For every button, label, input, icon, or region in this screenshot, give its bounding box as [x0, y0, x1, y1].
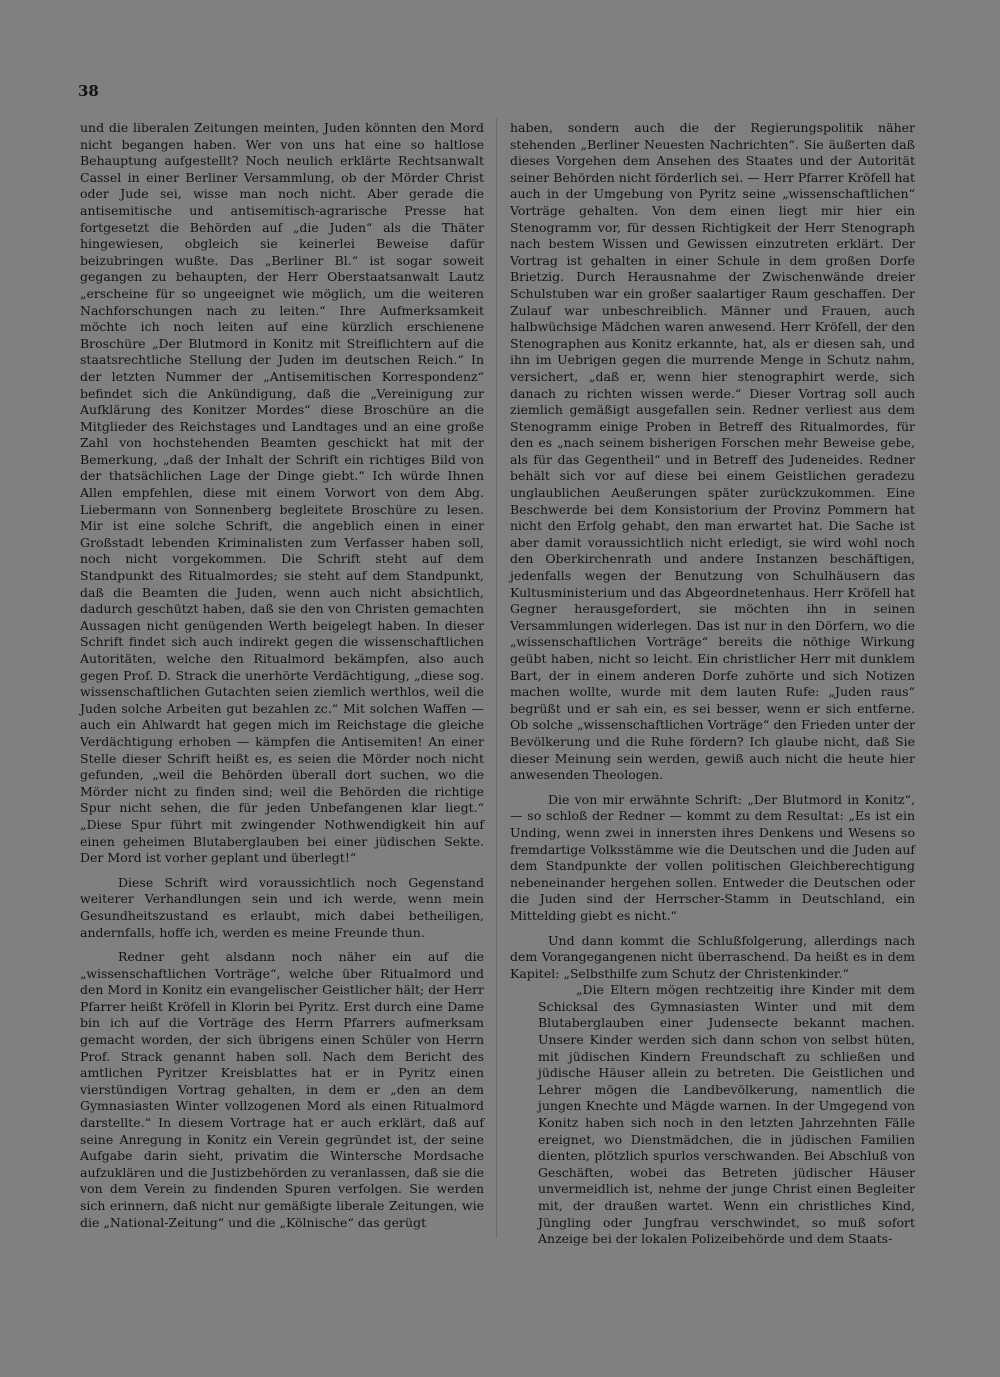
left-paragraph-2: Diese Schrift wird voraussichtlich noch Gegenstand weiterer Verhandlungen sein und ich werde, wenn mein Gesundheitszustand es erlaubt, mich dabei betheiligen, andernfalls, hoffe ich, werden es meine Freunde thun.	[80, 874, 484, 940]
block-quote	[538, 982, 915, 1248]
right-paragraph-2: Die von mir erwähnte Schrift: „Der Blutmord in Konitz“, — so schloß der Redner — kommt zu dem Resultat: „Es ist ein Unding, wenn zwei in innersten ihres Denkens und Wesens so fremdartige Volksstämme wie die Deutschen und die Juden auf dem Standpunkte der vollen politischen Gleichberechtigung nebeneinander hergehen sollen. Entweder die Deutschen oder die Juden sind der Herrscher-Stamm in Deutschland, ein Mittelding giebt es nicht.“	[510, 791, 915, 923]
right-paragraph-1: haben, sondern auch die der Regierungspolitik näher stehenden „Berliner Neuesten Nachrichten“. Sie äußerten daß dieses Vorgehen dem Ansehen des Staates und der Autorität seiner Behörden nicht förderlich sei. — Herr Pfarrer Kröfell hat auch in der Umgebung von Pyritz seine „wissenschaftlichen“ Vorträge gehalten. Von dem einen liegt mir hier ein Stenogramm vor, für dessen Richtigkeit der Herr Stenograph nach bestem Wissen und Gewissen einzutreten erklärt. Der Vortrag ist gehalten in einer Schule in dem großen Dorfe Brietzig. Durch Herausnahme der Zwischenwände dreier Schulstuben war ein großer saalartiger Raum geschaffen. Der Zulauf war unbeschreiblich. Männer und Frauen, auch halbwüchsige Mädchen waren anwesend. Herr Kröfell, der den Stenographen aus Konitz erkannte, hat, als er diesen sah, und ihn im Uebrigen gegen die murrende Menge in Schutz nahm, versichert, „daß er, wenn hier stenographirt werde, sich danach zu richten wissen werde.“ Dieser Vortrag soll auch ziemlich gemäßigt ausgefallen sein. Redner verliest aus dem Stenogramm einige Proben in Betreff des Ritualmordes, für den es „nach seinem bisherigen Forschen mehr Beweise gebe, als für das Gegentheil“ und in Betreff des Judeneides. Redner behält sich vor auf diese bei einem Geistlichen geradezu unglaublichen Aeußerungen später zurückzukommen. Eine Beschwerde bei dem Konsistorium der Provinz Pommern hat nicht den Erfolg gehabt, den man erwartet hat. Die Sache ist aber damit voraussichtlich nicht erledigt, sie wird wohl noch den Oberkirchenrath und andere Instanzen beschäftigen, jedenfalls wegen der Benutzung von Schulhäusern das Kultusministerium und das Abgeordnetenhaus. Herr Kröfell hat Gegner herausgefordert, sie möchten ihn in seinen Versammlungen widerlegen. Das ist nur in den Dörfern, wo die „wissenschaftlichen Vorträge“ bereits die nöthige Wirkung geübt haben, nicht so leicht. Ein christlicher Herr mit dunklem Bart, der in einem anderen Dorfe zuhörte und sich Notizen machen wollte, wurde mit dem lauten Rufe: „Juden raus“ begrüßt und er sah ein, es sei besser, wenn er sich entferne. Ob solche „wissenschaftlichen Vorträge“ den Frieden unter der Bevölkerung und die Ruhe fördern? Ich glaube nicht, daß Sie dieser Meinung sein werden, gewiß auch nicht die heute hier anwesenden Theologen.	[510, 120, 915, 783]
page-number: 38	[78, 82, 99, 100]
left-paragraph-1: und die liberalen Zeitungen meinten, Juden könnten den Mord nicht begangen haben. Wer von uns hat eine so haltlose Behauptung aufgestellt? Noch neulich erklärte Rechtsanwalt Cassel in einer Berliner Versammlung, ob der Mörder Christ oder Jude sei, wisse man noch nicht. Aber gerade die antisemitische und antisemitisch-agrarische Presse hat fortgesetzt die Behörden auf „die Juden“ als die Thäter hingewiesen, obgleich sie keinerlei Beweise dafür beizubringen wußte. Das „Berliner Bl.“ ist sogar soweit gegangen zu behaupten, der Herr Oberstaatsanwalt Lautz „erscheine für so ungeeignet wie möglich, um die weiteren Nachforschungen nach zu leiten.“ Ihre Aufmerksamkeit möchte ich noch leiten auf eine kürzlich erschienene Broschüre „Der Blutmord in Konitz mit Streiflichtern auf die staatsrechtliche Stellung der Juden im deutschen Reich.“ In der letzten Nummer der „Antisemitischen Korrespondenz“ befindet sich die Ankündigung, daß die „Vereinigung zur Aufklärung des Konitzer Mordes“ diese Broschüre an die Mitglieder des Reichstages und Landtages und an eine große Zahl von hochstehenden Beamten geschickt hat mit der Bemerkung, „daß der Inhalt der Schrift ein richtiges Bild von der thatsächlichen Lage der Dinge giebt.“ Ich würde Ihnen Allen empfehlen, diese mit einem Vorwort von dem Abg. Liebermann von Sonnenberg begleitete Broschüre zu lesen. Mir ist eine solche Schrift, die angeblich einen in einer Großstadt lebenden Kriminalisten zum Verfasser haben soll, noch nicht vorgekommen. Die Schrift steht auf dem Standpunkt des Ritualmordes; sie steht auf dem Standpunkt, daß die Beamten die Juden, wenn auch nicht absichtlich, dadurch geschützt haben, daß sie den von Christen gemachten Aussagen nicht genügenden Werth beigelegt haben. In dieser Schrift findet sich auch indirekt gegen die wissenschaftlichen Autoritäten, welche den Ritualmord bekämpfen, also auch gegen Prof. D. Strack die unerhörte Verdächtigung, „diese sog. wissenschaftlichen Gutachten seien ziemlich werthlos, weil die Juden solche Arbeiten gut bezahlen zc.“ Mit solchen Waffen — auch ein Ahlwardt hat gegen mich im Reichstage die gleiche Verdächtigung erhoben — kämpfen die Antisemiten! An einer Stelle dieser Schrift heißt es, es seien die Mörder noch nicht gefunden, „weil die Behörden überall dort suchen, wo die Mörder nicht zu finden sind; weil die Behörden die richtige Spur nicht sehen, die für jeden Unbefangenen klar liegt.“ „Diese Spur führt mit zwingender Nothwendigkeit hin auf einen geheimen Blutaberglauben bei einer jüdischen Sekte. Der Mord ist vorher geplant und überlegt!“	[80, 120, 484, 866]
right-column	[510, 120, 915, 1248]
column-divider	[496, 118, 497, 1238]
left-column	[80, 120, 484, 1231]
right-paragraph-3: Und dann kommt die Schlußfolgerung, allerdings nach dem Vorangegangenen nicht überraschend. Da heißt es in dem Kapitel: „Selbsthilfe zum Schutz der Christenkinder.“	[510, 932, 915, 981]
left-paragraph-3: Redner geht alsdann noch näher ein auf die „wissenschaftlichen Vorträge“, welche über Ritualmord und den Mord in Konitz ein evangelischer Geistlicher hält; der Herr Pfarrer heißt Kröfell in Klorin bei Pyritz. Erst durch eine Dame bin ich auf die Vorträge des Herrn Pfarrers aufmerksam gemacht worden, der sich übrigens einen Schüler von Herrn Prof. Strack genannt haben soll. Nach dem Bericht des amtlichen Pyritzer Kreisblattes hat er in Pyritz einen vierstündigen Vortrag gehalten, in dem er „den an dem Gymnasiasten Winter vollzogenen Mord als einen Ritualmord darstellte.“ In diesem Vortrage hat er auch erklärt, daß auf seine Anregung in Konitz ein Verein gegründet ist, der seine Aufgabe darin sieht, privatim die Wintersche Mordsache aufzuklären und die Justizbehörden zu veranlassen, daß sie die von dem Verein zu findenden Spuren verfolgen. Sie werden sich erinnern, daß nicht nur gemäßigte liberale Zeitungen, wie die „National-Zeitung“ und die „Kölnische“ das gerügt	[80, 949, 484, 1230]
quote-paragraph: „Die Eltern mögen rechtzeitig ihre Kinder mit dem Schicksal des Gymnasiasten Winter und mit dem Blutaberglauben einer Judensecte bekannt machen. Unsere Kinder werden sich dann schon von selbst hüten, mit jüdischen Kindern Freundschaft zu schließen und jüdische Häuser allein zu betreten. Die Geistlichen und Lehrer mögen die Landbevölkerung, namentlich die jungen Knechte und Mägde warnen. In der Umgegend von Konitz haben sich noch in den letzten Jahrzehnten Fälle ereignet, wo Dienstmädchen, die in jüdischen Familien dienten, plötzlich spurlos verschwanden. Bei Abschluß von Geschäften, wobei das Betreten jüdischer Häuser unvermeidlich ist, nehme der junge Christ einen Begleiter mit, der draußen wartet. Wenn ein christliches Kind, Jüngling oder Jungfrau verschwindet, so muß sofort Anzeige bei der lokalen Polizeibehörde und dem Staats-	[538, 982, 915, 1247]
